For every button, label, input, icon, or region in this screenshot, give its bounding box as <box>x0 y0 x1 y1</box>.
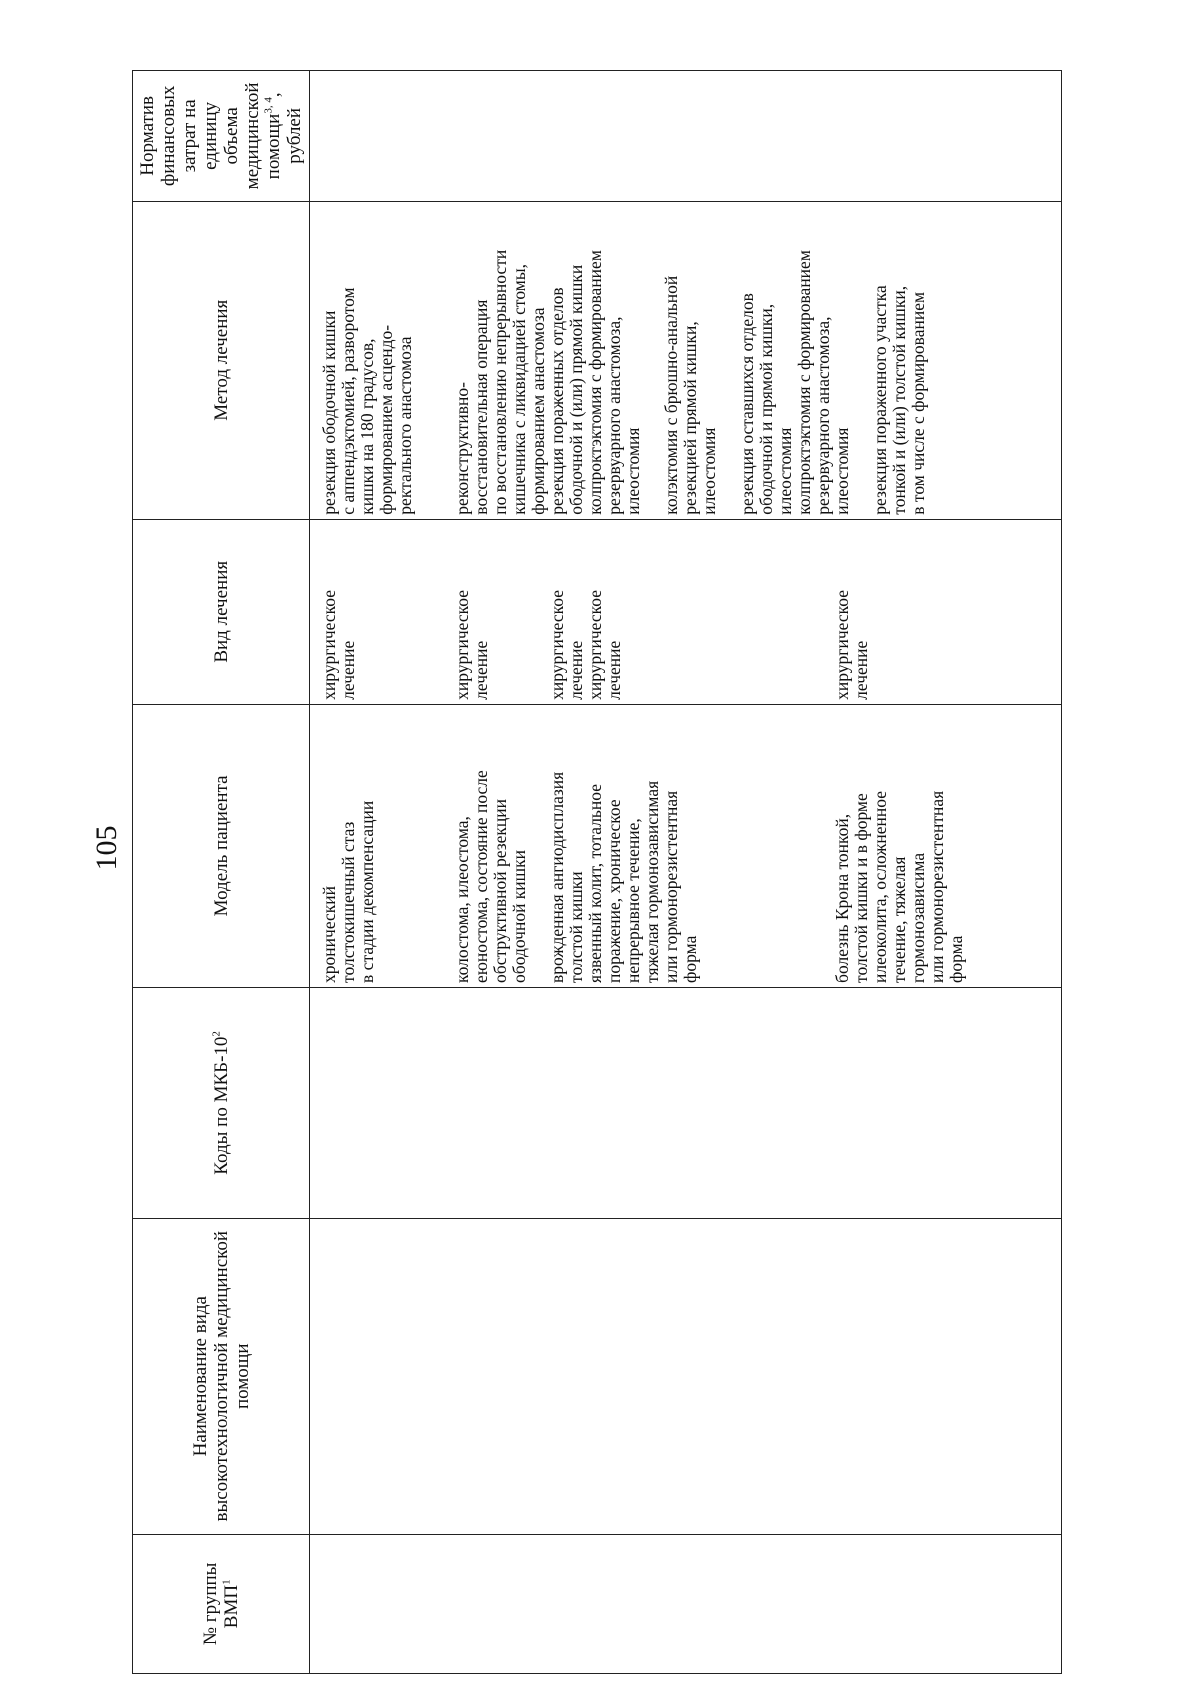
cell-treatment-type <box>310 519 1062 704</box>
patient-model-line: язвенный колит, тотальное <box>585 783 605 983</box>
patient-model-line: форма <box>680 935 700 983</box>
treatment-method-line: резервуарного анастомоза, <box>813 316 833 515</box>
treatment-type-list <box>310 524 871 700</box>
cell-cost-norm <box>310 71 1062 202</box>
treatment-type-line: лечение <box>604 640 624 700</box>
treatment-method-line: илеостомия <box>775 427 795 515</box>
treatment-method-line: илеостомия <box>623 427 643 515</box>
treatment-type-line: хирургическое <box>585 590 605 700</box>
treatment-method-line: колэктомия с брюшно-анальной <box>661 275 681 515</box>
treatment-type-line: хирургическое <box>319 590 339 700</box>
treatment-type-line: хирургическое <box>547 590 567 700</box>
header-treatment-method: Метод лечения <box>133 201 310 519</box>
vmp-table <box>132 70 1062 1674</box>
cell-patient-model <box>310 704 1062 987</box>
treatment-type-line: лечение <box>471 640 491 700</box>
table-row <box>310 71 1062 1674</box>
treatment-method-line: формированием анастомоза <box>528 307 548 515</box>
cell-treatment-method <box>310 201 1062 519</box>
patient-model-line: гормонозависима <box>908 852 928 983</box>
treatment-method-line: илеостомия <box>699 427 719 515</box>
patient-model-line: толстой кишки и в форме <box>851 793 871 983</box>
patient-model-line: течение, тяжелая <box>889 856 909 983</box>
patient-model-line: поражение, хроническое <box>604 799 624 983</box>
treatment-method-line: резекцией прямой кишки, <box>680 321 700 515</box>
patient-model-line: ободочной кишки <box>509 849 529 983</box>
treatment-method-line: резекция оставшихся отделов <box>737 293 757 515</box>
header-treatment-type: Вид лечения <box>133 519 310 704</box>
patient-model-line: или гормонорезистентная <box>927 790 947 983</box>
treatment-method-line: реконструктивно- <box>452 382 472 515</box>
treatment-method-line: резервуарного анастомоза, <box>604 316 624 515</box>
treatment-method-line: с аппендэктомией, разворотом <box>338 287 358 515</box>
treatment-method-line: в том числе с формированием <box>908 291 928 515</box>
patient-model-line: толстой кишки <box>566 871 586 983</box>
treatment-method-line: илеостомия <box>832 427 852 515</box>
treatment-method-line: ректального анастомоза <box>395 336 415 515</box>
treatment-method-line: резекция пораженных отделов <box>547 287 567 515</box>
header-vmp-name: Наименование вида высокотехнологичной медицинской помощи <box>133 1218 310 1534</box>
patient-model-line: еюностома, состояние после <box>471 770 491 983</box>
header-mkb-codes: Коды по МКБ-$10^2$ <box>133 987 310 1218</box>
patient-model-line: в стадии декомпенсации <box>357 800 377 983</box>
patient-model-line: форма <box>946 935 966 983</box>
patient-model-line: толстокишечный стаз <box>338 821 358 983</box>
treatment-method-line: кишечника с ликвидацией стомы, <box>509 264 529 515</box>
header-cost-norm: Норматив финансовых затрат на единицу объема медицинской помощи$^{3, 4}$, рублей <box>133 71 310 202</box>
treatment-type-line: лечение <box>338 640 358 700</box>
patient-model-line: болезнь Крона тонкой, <box>832 813 852 983</box>
treatment-method-line: кишки на 180 градусов, <box>357 338 377 515</box>
cell-mkb-codes <box>310 987 1062 1218</box>
patient-model-line: врожденная ангиодисплазия <box>547 771 567 983</box>
patient-model-list <box>310 709 966 983</box>
cell-group-no <box>310 1534 1062 1673</box>
treatment-method-line: по восстановлению непрерывности <box>490 249 510 515</box>
treatment-method-line: резекция пораженного участка <box>870 285 890 515</box>
treatment-method-line: ободочной и прямой кишки, <box>756 303 776 515</box>
treatment-method-line: формированием асцендо- <box>376 324 396 515</box>
treatment-type-line: хирургическое <box>452 590 472 700</box>
header-group-no: № группы ВМП$^1$ <box>133 1534 310 1673</box>
patient-model-line: тяжелая гормонозависимая <box>642 780 662 983</box>
patient-model-line: илеоколита, осложненное <box>870 791 890 983</box>
treatment-type-line: лечение <box>566 640 586 700</box>
treatment-method-line: резекция ободочной кишки <box>319 310 339 515</box>
patient-model-line: или гормонорезистентная <box>661 790 681 983</box>
treatment-method-line: ободочной и (или) прямой кишки <box>566 264 586 515</box>
patient-model-line: хронический <box>319 885 339 983</box>
treatment-method-line: колпроктэктомия с формированием <box>585 250 605 515</box>
table-header-row <box>133 71 310 1674</box>
treatment-method-line: колпроктэктомия с формированием <box>794 250 814 515</box>
page-number: 105 <box>90 825 123 871</box>
treatment-method-list <box>310 206 928 515</box>
cell-vmp-name <box>310 1218 1062 1534</box>
patient-model-line: колостома, илеостома, <box>452 816 472 983</box>
patient-model-line: обструктивной резекции <box>490 798 510 983</box>
header-patient-model: Модель пациента <box>133 704 310 987</box>
treatment-method-line: восстановительная операция <box>471 299 491 515</box>
rotated-table-wrapper <box>132 70 1062 1674</box>
treatment-method-line: тонкой и (или) толстой кишки, <box>889 285 909 515</box>
patient-model-line: непрерывное течение, <box>623 818 643 983</box>
treatment-type-line: хирургическое <box>832 590 852 700</box>
treatment-type-line: лечение <box>851 640 871 700</box>
